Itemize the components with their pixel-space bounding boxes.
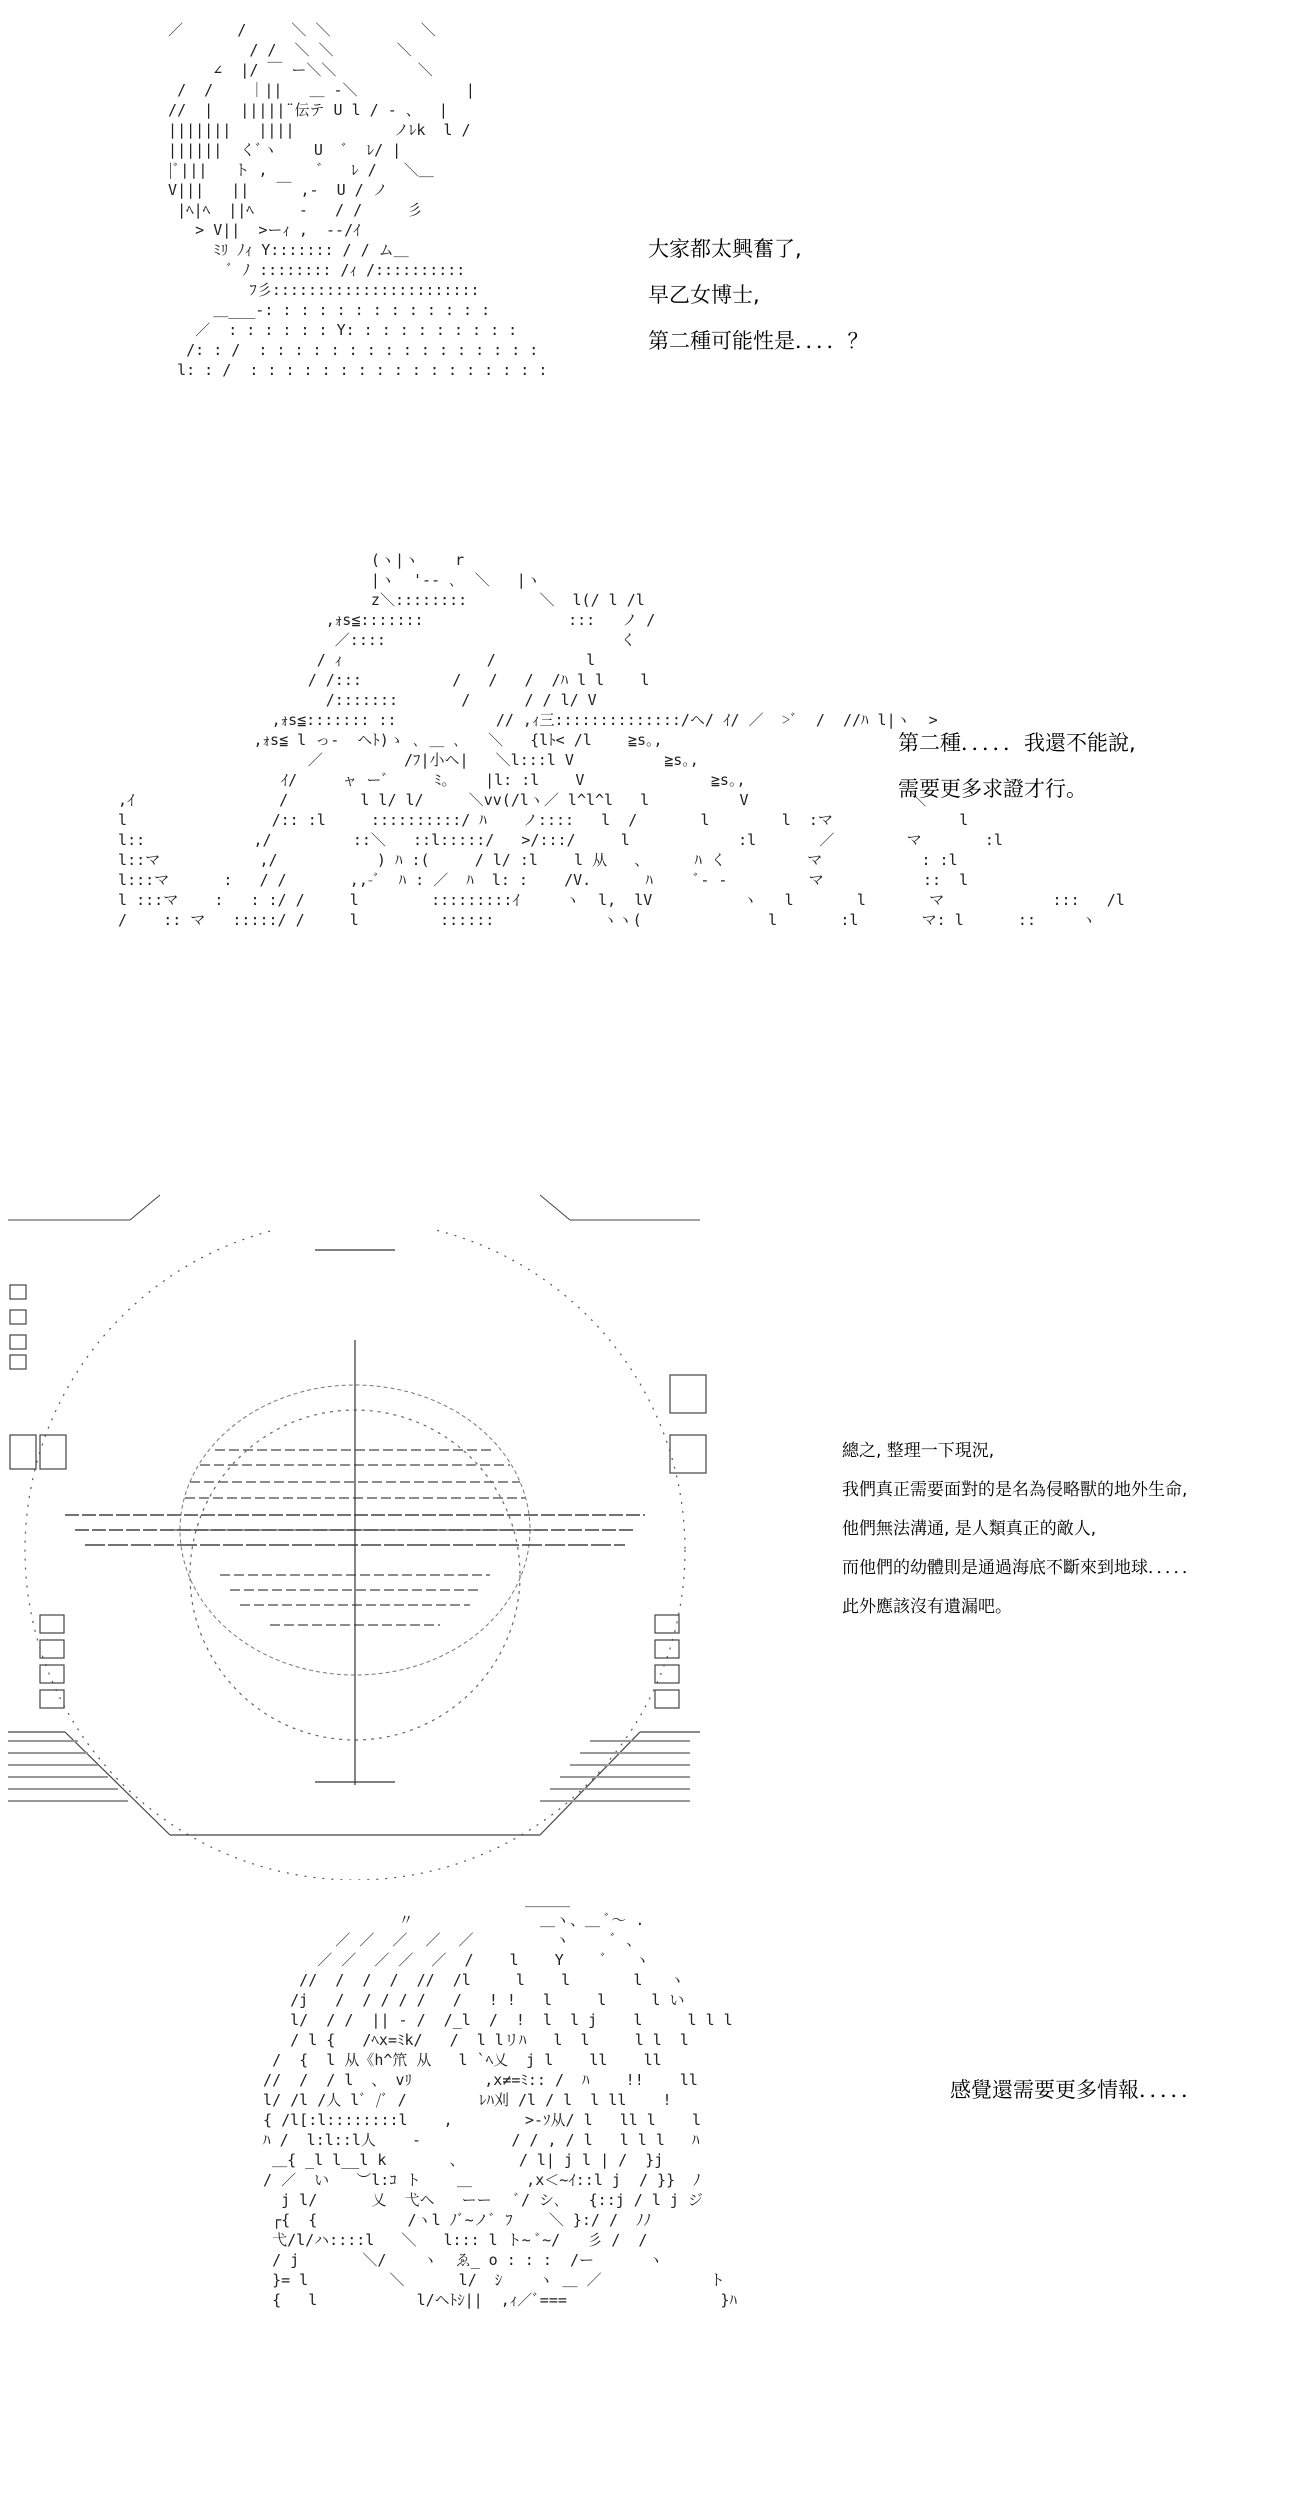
dialogue-line: 第二種可能性是．．．．？ [648, 329, 869, 353]
dialogue-line: 早乙女博士, [648, 283, 760, 307]
dialogue-line: 需要更多求證才行。 [898, 777, 1087, 801]
dialogue-line: 此外應該沒有遺漏吧。 [842, 1597, 1012, 1617]
left-gauge-bars [10, 1285, 66, 1708]
panel-1 [0, 0, 1300, 540]
dialogue-line: 總之, 整理一下現況, [842, 1441, 995, 1461]
dialogue-box [950, 2067, 1202, 2113]
dialogue-line: 大家都太興奮了, [648, 237, 802, 261]
ascii-art-character-portrait: ／ / ＼ ＼ ＼ / / ＼ ＼ ＼ ∠ |/ ￣ ー＼＼ ＼ / / ｜|| ＿ -＼ | // | |||||¨伝テ U l / - 、 | ||||||| |||| ノﾚk l / |||||| くﾞヽ U ﾞ ﾚ/ | |ﾞ||| ト , ﾞ ﾚ / ＼＿ V||| || ￣ ,- U / ノ |ﾍ|ﾍ ||ﾍ - / / 彡 > V|| >ーｨ , --/ｲ ﾐﾘ ﾉｨ Y::::::: / / ム＿ ﾞ ﾉ :::::::: /ｨ /:::::::::: ﾌ彡::::::::::::::::::::::: ＿___-: : : : : : : : : : : : : ／ : : : : : : Y: : : : : : : : : : /: : / : : : : : : : : : : : : : : : : l: : / : : : : : : : : : : : : : : : : : [168, 21, 548, 379]
dialogue-box [648, 226, 869, 364]
panel-4 [0, 1880, 1300, 2500]
dialogue-line: 我們真正需要面對的是名為侵略獸的地外生命, [842, 1480, 1188, 1500]
dialogue-line: 第二種．．．．．我還不能說, [898, 731, 1136, 755]
dialogue-line: 而他們的幼體則是通過海底不斷來到地球．．．．． [842, 1558, 1199, 1578]
dialogue-line: 感覺還需要更多情報．．．．． [950, 2078, 1202, 2102]
panel-frame-lines [0, 540, 1300, 1230]
dialogue-box [842, 1432, 1199, 1627]
dialogue-box [898, 720, 1136, 812]
panel-2 [0, 540, 1300, 1230]
ascii-art-crowd-scene: (ヽ|ヽ r |ヽ '-- ､ ＼ |ヽ z＼:::::::: ＼ l(/ l /l ,ｫs≦::::::: ::: ノ / ／:::: く / ｨ / l / /::: / / / /ﾊ l l l /::::::: / / / l/ V ,ｫs≦::::::: :: // ,ｨ三::::::::::::::/ヘ/ ｲ/ ／ >ﾞ / //ﾊ l|ヽ > ,ｫs≦ l っ- ヘﾄ)ゝ ､ ＿ ､ ＼ {lﾄ< /l ≧s｡, ／ /ﾌ|小ヘ| ＼l:::l V ≧s｡, ｲ/ ャ ーﾞ ﾐ｡ |l: :l V ≧s｡, ,ｲ / l l/ l/ ＼vv(/lヽ／ l^l^l l V ＼ l /:: :l ::::::::::/ ﾊ ノ:::: l / l l :マ l l:: ,/ ::＼ ::l:::::/ >/:::/ l :l ／ マ :l l::マ ,/ ) ﾊ :( / l/ :l l 从 、 ﾊ く マ : :l l:::マ : / / ,,-ﾞ ﾊ : ／ ﾊ l: : /V. ﾊ ﾞ- - マ :: l l :::マ : : :/ / l :::::::::ｲ ヽ l, lV ヽ l l マ ::: /l / :: マ :::::/ / l :::::: ヽヽ( l :l マ: l :: ヽ [118, 551, 1125, 929]
dialogue-line: 他們無法溝通, 是人類真正的敵人, [842, 1519, 1097, 1539]
right-gauge-bars [655, 1375, 706, 1708]
ascii-art-character-closeup: ＿＿＿ 〃 ＿ヽ、＿ ﾞ～ . ／ ／ ／ ／ ／ ヽ ﾞ 、 ／ ／ ／ ／ ／ / l Y ﾞ ヽ // / / / // /l l l l ヽ /j / / / / / / ! ! l l l い l/ / / || - / /_l / ! l l j l l l l / l { /ﾍx=ﾐk/ / l lリﾊ l l l l l / { l 从《h^笊 从 l `ﾍ乂 j l ll ll // / / l 、 vﾘ ,x≠=ﾐ:: / ﾊ !! ll l/ /l /人 lﾞ /ﾞ / ﾚﾊ刈 /l / l l ll ! { /l[:l::::::::l , >-ｿ从/ l ll l l ﾊ / l:l::l人 - / / , / l l l l ﾊ ＿{ _l l__l k 、 / l| j l | / }j / ／ い ︶l:ｺ ト ＿ ,x＜~ｲ::l j / }} ﾉ j l/ 乂 弋ヘ ーー ﾞ/ シ､ {::j / l j ジ ┌{ { /ヽl ﾉﾞ~ノﾞ ﾌ ＼ }:/ / ﾉﾉ 弋/l/ハ::::l ＼ l::: l ト~ ﾞ~/ 彡 / / / j ＼/ ヽ ゑ_ o : : : /ー ヽ }= l ＼ l/ ｼ ヽ ＿ ／ ト { l l/ヘﾄｼ|| ,ｨ／ﾞ=== }ﾊ [263, 1891, 737, 2309]
panel-3 [0, 1230, 1300, 1880]
